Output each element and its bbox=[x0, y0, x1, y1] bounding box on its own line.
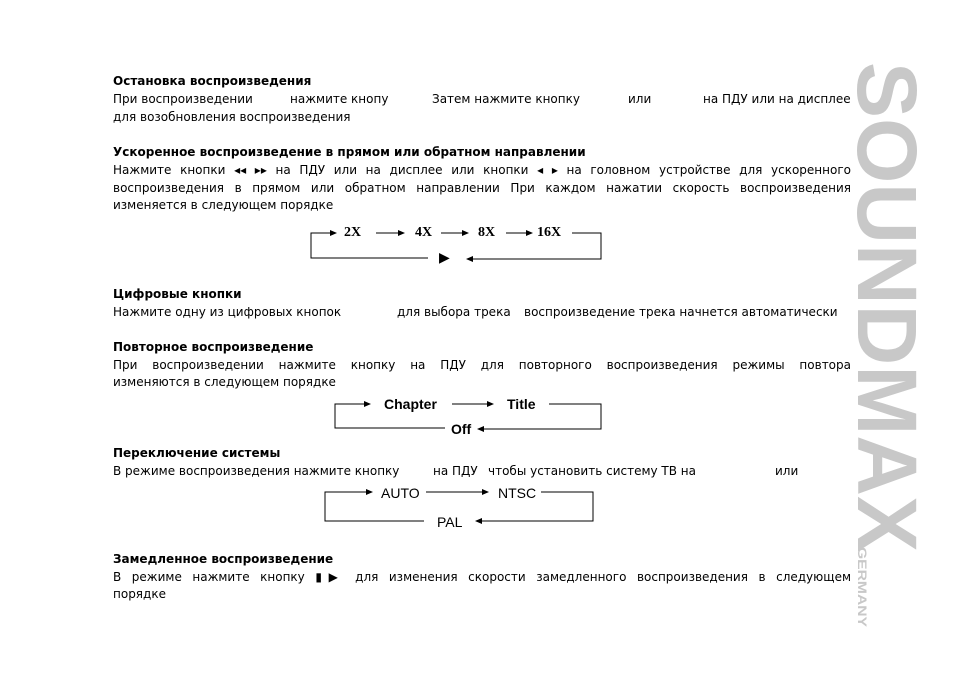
brand-sub-text: GERMANY bbox=[855, 547, 869, 609]
speed-4x: 4X bbox=[415, 225, 433, 240]
system-text-1b: на ПДУ bbox=[433, 464, 478, 478]
section-title-slow: Замедленное воспроизведение bbox=[113, 552, 334, 566]
brand-name: SOUNDMAX bbox=[840, 62, 934, 553]
speed-8x: 8X bbox=[478, 225, 496, 240]
speed-2x: 2X bbox=[344, 225, 362, 240]
system-text-1a: В режиме воспроизведения нажмите кнопку bbox=[113, 464, 400, 478]
repeat-title: Title bbox=[507, 396, 536, 412]
digits-text-1c: воспроизведение трека начнется автоматически bbox=[524, 305, 838, 319]
slow-text-1: В режиме нажмите кнопку ▮▶ для изменения скорости замедленного воспроизведения в следующем bbox=[113, 570, 851, 584]
digits-text-1b: для выбора трека bbox=[397, 305, 511, 319]
slow-text-2: порядке bbox=[113, 587, 166, 601]
section-title-digits: Цифровые кнопки bbox=[113, 287, 242, 301]
play-icon: ▶ bbox=[439, 250, 450, 266]
repeat-off: Off bbox=[451, 421, 472, 437]
system-text-1c: чтобы установить систему ТВ на bbox=[488, 464, 697, 478]
fast-text-2: воспроизведения в прямом или обратном направлении При каждом нажатии скорость воспроизведения bbox=[113, 181, 851, 195]
stop-text-1c: Затем нажмите кнопку bbox=[432, 92, 580, 106]
system-pal: PAL bbox=[437, 514, 463, 530]
repeat-chapter: Chapter bbox=[384, 396, 437, 412]
system-auto: AUTO bbox=[381, 485, 420, 501]
fast-text-1: Нажмите кнопки ◂◂ ▸▸ на ПДУ или на дисплее или кнопки ◂ ▸ на головном устройстве для ускоренного bbox=[113, 163, 851, 177]
stop-text-1e: на ПДУ или на дисплее bbox=[703, 92, 851, 106]
section-title-repeat: Повторное воспроизведение bbox=[113, 340, 314, 354]
repeat-text-1: При воспроизведении нажмите кнопку на ПДУ для повторного воспроизведения режимы повтора bbox=[113, 358, 851, 372]
digits-text-1a: Нажмите одну из цифровых кнопок bbox=[113, 305, 342, 319]
section-title-stop: Остановка воспроизведения bbox=[113, 74, 312, 88]
speed-16x: 16X bbox=[537, 225, 562, 240]
system-text-1d: или bbox=[775, 464, 799, 478]
section-title-fast: Ускоренное воспроизведение в прямом или обратном направлении bbox=[113, 145, 586, 159]
fast-text-3: изменяется в следующем порядке bbox=[113, 198, 334, 212]
stop-text-1d: или bbox=[628, 92, 652, 106]
stop-text-2: для возобновления воспроизведения bbox=[113, 110, 351, 124]
repeat-text-2: изменяются в следующем порядке bbox=[113, 375, 336, 389]
stop-text-1b: нажмите кнопу bbox=[290, 92, 389, 106]
section-title-system: Переключение системы bbox=[113, 446, 281, 460]
system-ntsc: NTSC bbox=[498, 485, 537, 501]
stop-text-1a: При воспроизведении bbox=[113, 92, 253, 106]
